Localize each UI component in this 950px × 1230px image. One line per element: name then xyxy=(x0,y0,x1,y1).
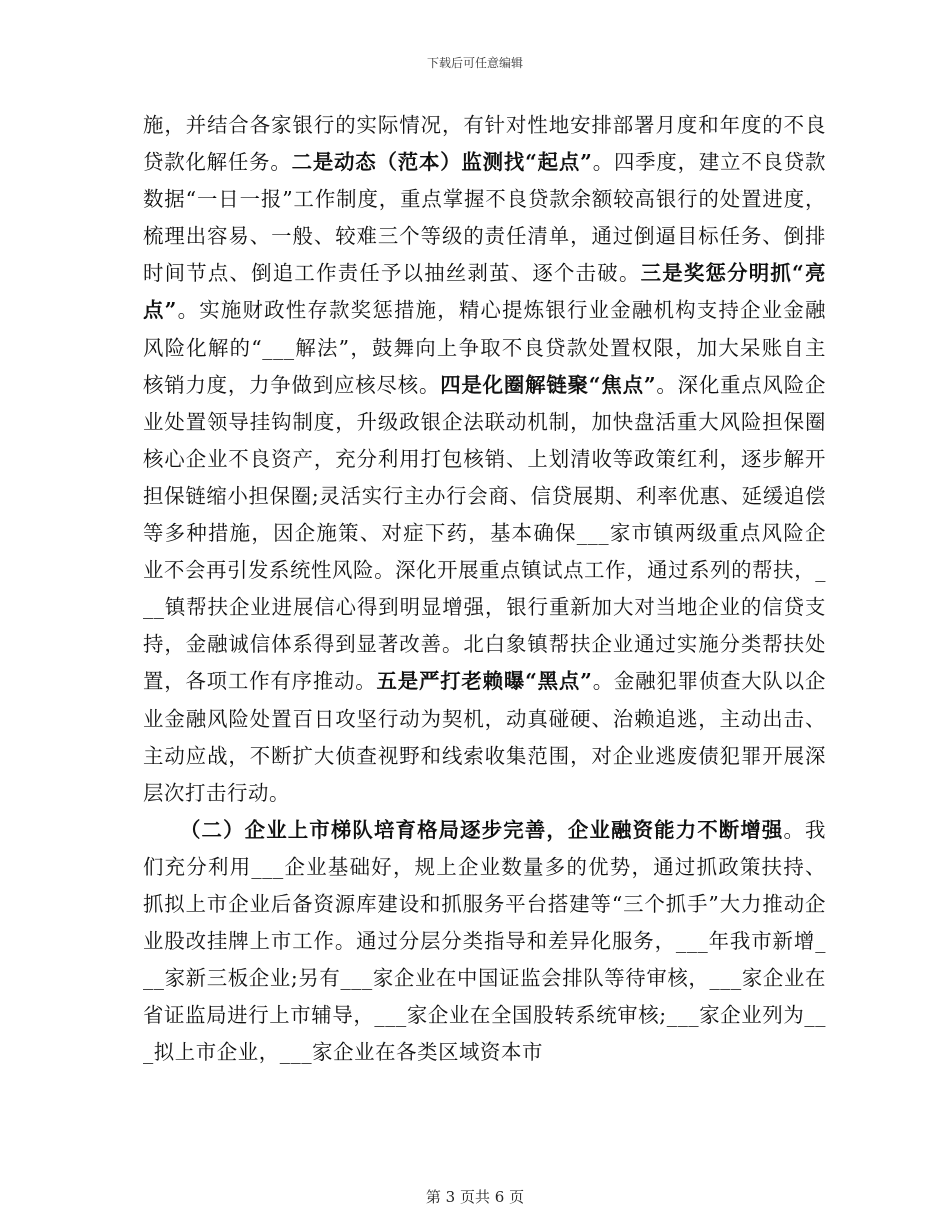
text-run: 。实施财政性存款奖惩措施，精心提炼银行业金融机构支持企业金融风险化解的“___解法”，鼓舞向上争取不良贷款处置权限，加大呆账自主核销力度，力争做到应核尽核。 xyxy=(143,298,826,397)
text-run: 施，并结合各家银行的实际情况，有针对性地安排部署月度和年度的不良贷款化解任务。 xyxy=(143,113,826,175)
bold-heading-2: 二是动态（范本）监测找“起点” xyxy=(291,150,593,175)
text-run: 。四季度，建立不良贷款数据“一日一报”工作制度，重点掌握不良贷款余额较高银行的处置进度，梳理出容易、一般、较难三个等级的责任清单，通过倒逼目标任务、倒排时间节点、倒追工作责任予以抽丝剥茧、逐个击破。 xyxy=(143,150,826,286)
text-run: 。金融犯罪侦查大队以企业金融风险处置百日攻坚行动为契机，动真碰硬、治赖追逃，主动出击、主动应战，不断扩大侦查视野和线索收集范围，对企业逃废债犯罪开展深层次打击行动。 xyxy=(143,669,826,805)
text-run: 。深化重点风险企业处置领导挂钩制度，升级政银企法联动机制，加快盘活重大风险担保圈核心企业不良资产，充分利用打包核销、上划清收等政策红利，逐步解开担保链缩小担保圈;灵活实行主办行会商、信贷展期、利率优惠、延缓追偿等多种措施，因企施策、对症下药，基本确保___家市镇两级重点风险企业不会再引发系统性风险。深化开展重点镇试点工作，通过系列的帮扶，___镇帮扶企业进展信心得到明显增强，银行重新加大对当地企业的信贷支持，金融诚信体系得到显著改善。北白象镇帮扶企业通过实施分类帮扶处置，各项工作有序推动。 xyxy=(143,372,826,694)
bold-heading-3: 三是奖惩分明抓“亮点” xyxy=(143,261,826,323)
section-heading: （二）企业上市梯队培育格局逐步完善，企业融资能力不断增强 xyxy=(180,817,784,842)
text-run: 。我们充分利用___企业基础好，规上企业数量多的优势，通过抓政策扶持、抓拟上市企业后备资源库建设和抓服务平台搭建等“三个抓手”大力推动企业股改挂牌上市工作。通过分层分类指导和差异化服务，___年我市新增___家新三板企业;另有___家企业在中国证监会排队等待审核，___家企业在省证监局进行上市辅导，___家企业在全国股转系统审核;___家企业列为___拟上市企业，___家企业在各类区域资本市 xyxy=(143,817,827,1065)
paragraph-1 xyxy=(143,107,826,812)
page-number: 第 3 页共 6 页 xyxy=(425,1188,525,1206)
bold-heading-5: 五是严打老赖曝“黑点” xyxy=(376,669,593,694)
bold-heading-4: 四是化圈解链聚“焦点” xyxy=(440,372,657,397)
paragraph-2 xyxy=(143,812,826,1072)
page-header: 下载后可任意编辑 xyxy=(426,56,523,70)
document-body xyxy=(143,107,826,1071)
